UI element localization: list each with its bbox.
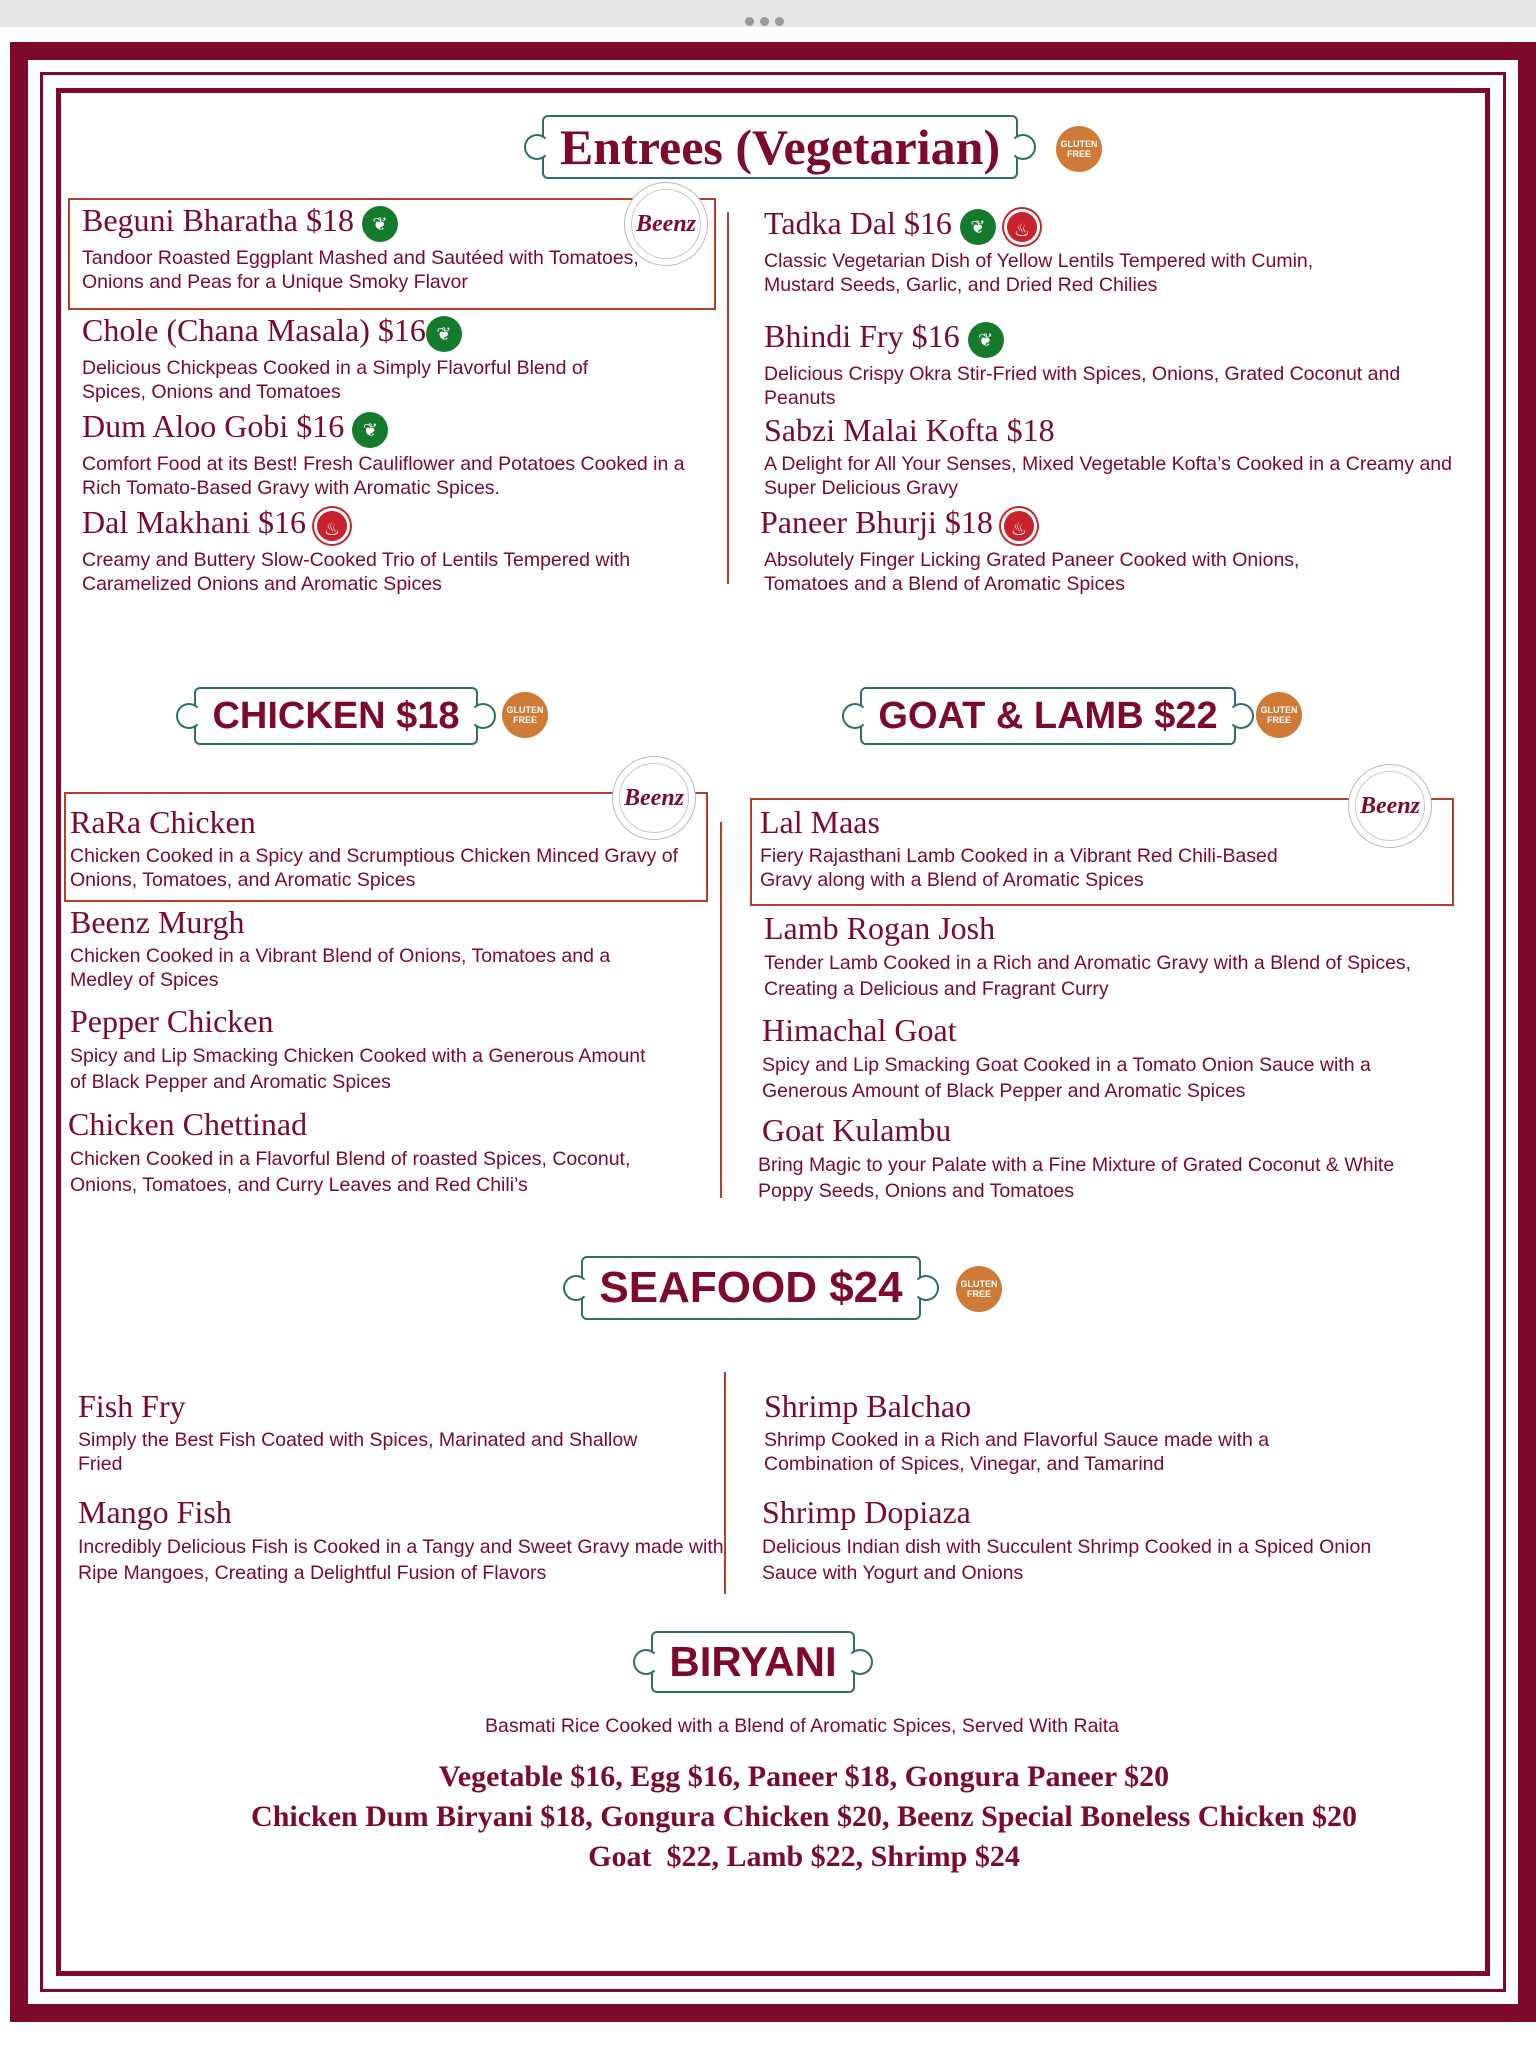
item-description: Chicken Cooked in a Flavorful Blend of roasted Spices, Coconut, Onions, Tomatoes, and Curry Leaves and Red Chili’s bbox=[70, 1148, 631, 1196]
biryani-price-line: Vegetable $16, Egg $16, Paneer $18, Gongura Paneer $20 bbox=[438, 1760, 1170, 1793]
menu-item bbox=[82, 408, 722, 500]
item-description: Spicy and Lip Smacking Chicken Cooked with a Generous Amount of Black Pepper and Aromatic Spices bbox=[70, 1045, 646, 1093]
item-name: Lamb Rogan Josh bbox=[764, 910, 996, 946]
item-description: Tandoor Roasted Eggplant Mashed and Sautéed with Tomatoes, Onions and Peas for a Unique Smoky Flavor bbox=[82, 246, 639, 293]
item-description: Delicious Crispy Okra Stir-Fried with Spices, Onions, Grated Coconut and Peanuts bbox=[764, 362, 1401, 409]
menu-item bbox=[762, 1494, 1442, 1586]
more-options-icon[interactable] bbox=[745, 13, 791, 23]
item-name: Chicken Chettinad bbox=[68, 1106, 308, 1142]
item-description: Delicious Chickpeas Cooked in a Simply Flavorful Blend of Spices, Onions and Tomatoes bbox=[82, 356, 589, 403]
item-name: Bhindi Fry $16 bbox=[764, 318, 960, 354]
item-description: Simply the Best Fish Coated with Spices, Marinated and Shallow Fried bbox=[78, 1429, 638, 1475]
biryani-price-line: Goat $22, Lamb $22, Shrimp $24 bbox=[588, 1840, 1020, 1873]
menu-item bbox=[82, 312, 722, 404]
vegan-icon: ❦ bbox=[352, 412, 388, 448]
vegan-icon: ❦ bbox=[426, 316, 462, 352]
item-description: Comfort Food at its Best! Fresh Cauliflower and Potatoes Cooked in a Rich Tomato-Based Gravy with Aromatic Spices. bbox=[82, 452, 685, 499]
lamb-section-banner bbox=[868, 686, 1228, 746]
item-name: Shrimp Dopiaza bbox=[762, 1494, 971, 1530]
menu-item bbox=[68, 1106, 718, 1198]
spicy-icon: ♨ bbox=[1001, 508, 1037, 544]
veg-banner-plate bbox=[542, 115, 1018, 179]
item-description: Delicious Indian dish with Succulent Shrimp Cooked in a Spiced Onion Sauce with Yogurt and Onions bbox=[762, 1536, 1372, 1584]
column-divider bbox=[720, 822, 722, 1198]
column-divider bbox=[724, 1372, 726, 1594]
item-description: Creamy and Buttery Slow-Cooked Trio of Lentils Tempered with Caramelized Onions and Aromatic Spices bbox=[82, 548, 631, 595]
vegan-icon: ❦ bbox=[968, 322, 1004, 358]
item-description: Chicken Cooked in a Vibrant Blend of Onions, Tomatoes and a Medley of Spices bbox=[70, 945, 611, 991]
seafood-section-banner bbox=[566, 1256, 936, 1320]
gluten-free-icon: GLUTEN FREE bbox=[956, 1266, 1002, 1312]
item-name: Sabzi Malai Kofta $18 bbox=[764, 412, 1055, 448]
item-name: Paneer Bhurji $18 bbox=[760, 504, 993, 540]
seafood-section-title: SEAFOOD $24 bbox=[599, 1263, 903, 1312]
menu-item bbox=[758, 1112, 1458, 1204]
item-name: Goat Kulambu bbox=[762, 1112, 952, 1148]
signature-dish-icon: Beenz bbox=[624, 182, 708, 266]
item-name: Fish Fry bbox=[78, 1388, 186, 1424]
menu-item bbox=[78, 1494, 728, 1586]
item-description: Fiery Rajasthani Lamb Cooked in a Vibrant Red Chili-Based Gravy along with a Blend of Aromatic Spices bbox=[760, 845, 1278, 891]
biryani-section-title: BIRYANI bbox=[669, 1638, 837, 1685]
item-name: Mango Fish bbox=[78, 1494, 232, 1530]
item-description: Chicken Cooked in a Spicy and Scrumptious Chicken Minced Gravy of Onions, Tomatoes, and Aromatic Spices bbox=[70, 845, 679, 891]
signature-dish-icon: Beenz bbox=[612, 756, 696, 840]
item-description: Tender Lamb Cooked in a Rich and Aromatic Gravy with a Blend of Spices, Creating a Delicious and Fragrant Curry bbox=[764, 952, 1412, 1000]
item-name: Beenz Murgh bbox=[70, 904, 245, 940]
veg-section-title: Entrees (Vegetarian) bbox=[559, 119, 1001, 175]
item-name: Shrimp Balchao bbox=[764, 1388, 972, 1424]
item-name: Dal Makhani $16 bbox=[82, 504, 306, 540]
biryani-description: Basmati Rice Cooked with a Blend of Aromatic Spices, Served With Raita bbox=[484, 1715, 1120, 1737]
item-name: Beguni Bharatha $18 bbox=[82, 202, 354, 238]
vegan-icon: ❦ bbox=[362, 206, 398, 242]
gluten-free-icon: GLUTEN FREE bbox=[1256, 692, 1302, 738]
item-description: Spicy and Lip Smacking Goat Cooked in a Tomato Onion Sauce with a Generous Amount of Black Pepper and Aromatic Spices bbox=[762, 1054, 1371, 1102]
item-name: Pepper Chicken bbox=[70, 1003, 274, 1039]
menu-item bbox=[764, 412, 1464, 500]
item-name: Himachal Goat bbox=[762, 1012, 957, 1048]
item-name: Tadka Dal $16 bbox=[764, 205, 952, 241]
chicken-section-title: CHICKEN $18 bbox=[212, 695, 460, 737]
menu-item bbox=[82, 202, 682, 294]
spicy-icon: ♨ bbox=[314, 508, 350, 544]
item-description: Bring Magic to your Palate with a Fine Mixture of Grated Coconut & White Poppy Seeds, Onions and Tomatoes bbox=[758, 1154, 1395, 1202]
menu-item bbox=[82, 504, 722, 596]
menu-item bbox=[764, 910, 1444, 1002]
menu-item bbox=[760, 504, 1460, 596]
column-divider bbox=[727, 212, 729, 584]
seafood-banner-plate bbox=[581, 1256, 920, 1320]
spicy-icon: ♨ bbox=[1004, 209, 1040, 245]
item-name: Lal Maas bbox=[760, 804, 880, 840]
item-name: Dum Aloo Gobi $16 bbox=[82, 408, 345, 444]
menu-item bbox=[760, 804, 1440, 892]
item-name: RaRa Chicken bbox=[70, 804, 256, 840]
menu-item bbox=[78, 1388, 718, 1476]
menu-item bbox=[764, 318, 1464, 410]
menu-item bbox=[762, 1012, 1442, 1104]
item-description: Absolutely Finger Licking Grated Paneer Cooked with Onions, Tomatoes and a Blend of Aromatic Spices bbox=[764, 548, 1300, 595]
item-description: Classic Vegetarian Dish of Yellow Lentils Tempered with Cumin, Mustard Seeds, Garlic, and Dried Red Chilies bbox=[764, 249, 1314, 296]
item-description: Shrimp Cooked in a Rich and Flavorful Sauce made with a Combination of Spices, Vinegar, and Tamarind bbox=[764, 1429, 1270, 1475]
signature-dish-icon: Beenz bbox=[1348, 764, 1432, 848]
lamb-section-title: GOAT & LAMB $22 bbox=[878, 695, 1218, 737]
veg-section-banner bbox=[520, 116, 1040, 178]
biryani-price-line: Chicken Dum Biryani $18, Gongura Chicken $20, Beenz Special Boneless Chicken $20 bbox=[251, 1800, 1357, 1833]
item-description: A Delight for All Your Senses, Mixed Vegetable Kofta’s Cooked in a Creamy and Super Delicious Gravy bbox=[764, 453, 1452, 499]
lamb-banner-plate bbox=[860, 687, 1235, 745]
window-top-bar bbox=[0, 0, 1536, 26]
menu-item bbox=[70, 804, 710, 892]
menu-item bbox=[70, 1003, 710, 1095]
gluten-free-icon: GLUTEN FREE bbox=[502, 692, 548, 738]
item-name: Chole (Chana Masala) $16 bbox=[82, 312, 426, 348]
vegan-icon: ❦ bbox=[960, 209, 996, 245]
menu-item bbox=[764, 205, 1464, 297]
biryani-banner-plate bbox=[651, 1631, 854, 1693]
item-description: Incredibly Delicious Fish is Cooked in a Tangy and Sweet Gravy made with Ripe Mangoes, Creating a Delightful Fusion of Flavors bbox=[78, 1536, 724, 1584]
chicken-banner-plate bbox=[194, 687, 477, 745]
chicken-section-banner bbox=[186, 686, 486, 746]
menu-item bbox=[764, 1388, 1444, 1476]
gluten-free-icon: GLUTEN FREE bbox=[1056, 126, 1102, 172]
biryani-section-banner bbox=[618, 1630, 888, 1694]
menu-item bbox=[70, 904, 710, 992]
